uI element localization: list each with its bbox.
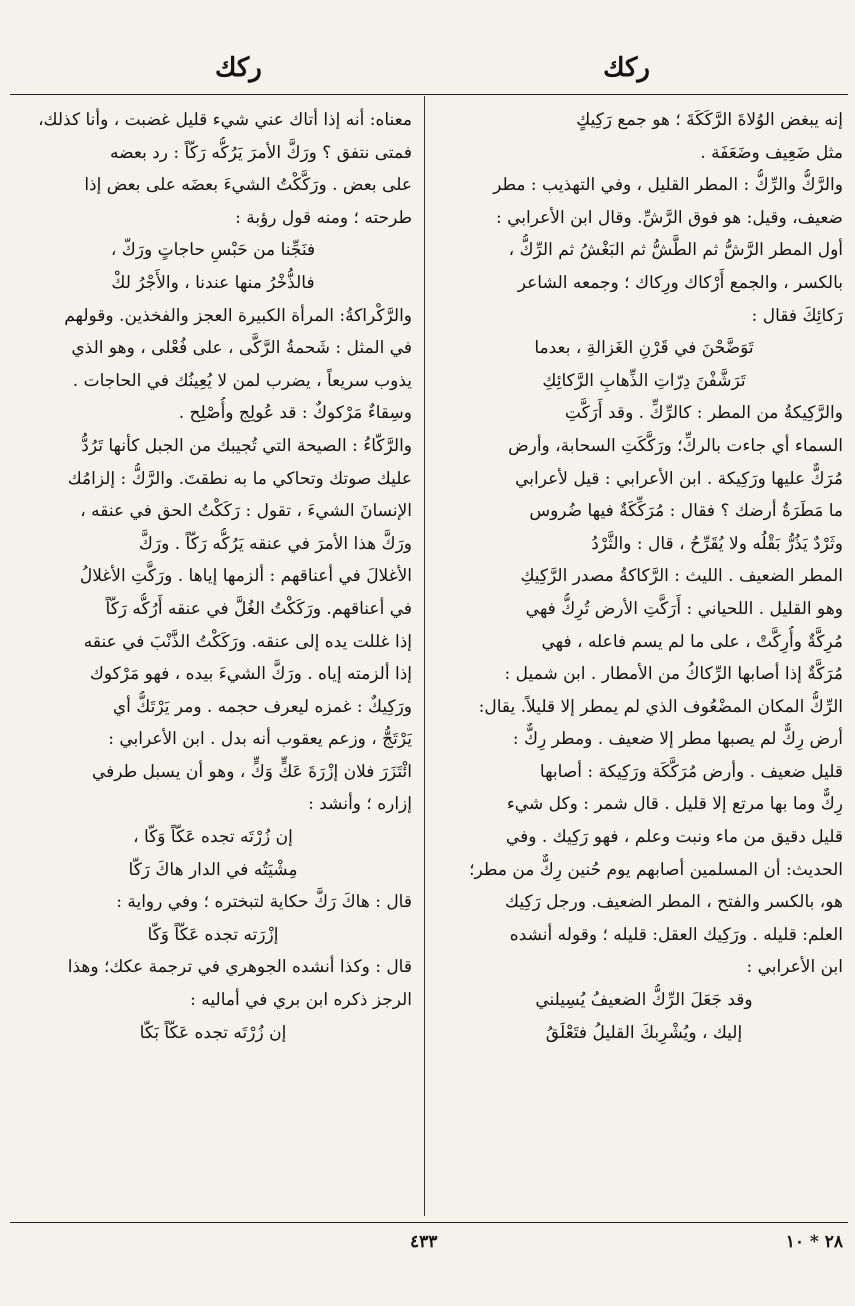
text-line: إزاره ؛ وأنشد :: [308, 794, 412, 815]
text-line: إذا غللت يده إلى عنقه. ورَكَكْتُ الذَّنْبَ في عنقه: [83, 631, 412, 652]
text-line: عليك صوتك وتحاكي ما به نطقتَ. والرَّكُّ : إلزامُك: [67, 468, 412, 489]
text-line: وهو القليل . اللحياني : أَرَكَّتِ الأرض تُرِكُّ فهي: [525, 598, 843, 619]
text-line: قال : وكذا أنشده الجوهري في ترجمة عكك؛ وهذا: [67, 957, 412, 978]
page-header: [0, 48, 855, 88]
left-column-headword: ركك: [215, 53, 262, 83]
right-column-headword: ركك: [603, 53, 650, 83]
text-line: العلم: قليله . ورَكِيك العقل: قليله ؛ وقوله أنشده: [509, 924, 843, 945]
text-line: الحديث: أن المسلمين أصابهم يوم حُنين رِكٌّ من مطر؛: [469, 859, 843, 880]
text-line: ضعيف، وقيل: هو فوق الرَّشِّ. وقال ابن الأعرابي :: [496, 207, 843, 228]
text-line: الإنسانَ الشيءَ ، تقول : رَكَكْتُ الحق في عنقه ،: [80, 501, 412, 522]
page-number: ٤٣٣: [410, 1232, 438, 1252]
text-line: ورَكَّ هذا الأمرَ في عنقه يَرُكُّه رَكّاً . ورَكَّ: [138, 533, 412, 554]
text-line: في المثل : شَحمةُ الرَّكَّى ، على فُعْلى ، وهو الذي: [71, 338, 412, 359]
text-line: قليل دقيق من ماء ونبت وعلم ، فهو رَكِيك . وفي: [505, 827, 843, 848]
footer-rule: [10, 1222, 848, 1223]
verse-line: إزْرَته تجده عَكّاً وَكّا: [147, 924, 279, 945]
text-line: معناه: أنه إذا أتاك عني شيء قليل غضبت ، وأنا كذلك،: [38, 110, 412, 130]
text-line: المطر الضعيف . الليث : الرَّكاكةُ مصدر الرَّكِيكِ: [520, 566, 843, 587]
text-line: إنه يبغض الوُلاةَ الرَّكَكَةَ ؛ هو جمع رَكِيكٍ: [576, 110, 843, 130]
verse-line: تَرَشَّفْنَ دِرّاتِ الذِّهابِ الرَّكائِكِ: [542, 370, 746, 391]
text-line: قليل ضعيف . وأرض مُرَكَّكَة ورَكِيكة : أصابها: [539, 761, 843, 782]
text-line: مُرِكَّةٌ وأُرِكَّتْ ، على ما لم يسم فاعله ، فهي: [541, 631, 843, 652]
text-line: ورَكِيكٌ : غمزه ليعرف حجمه . ومر يَرْتَكُّ أي: [112, 696, 412, 717]
page-footer: [0, 1232, 855, 1262]
text-line: الأغلالَ في أعناقهم : ألزمها إياها . ورَكَّتِ الأغلالُ: [79, 566, 412, 587]
text-line: هو، بالكسر والفتح ، المطر الضعيف. ورجل رَكِيك: [505, 892, 843, 913]
text-line: أرض رِكٌّ لم يصبها مطر إلا ضعيف . ومطر رِكٌّ :: [512, 729, 843, 750]
verse-line: إن زُرْتَه تجده عَكّاً بَكّا: [139, 1022, 287, 1043]
left-column: [14, 104, 412, 1204]
right-column: [445, 104, 843, 1204]
text-line: بالكسر ، والجمع أَرْكاك ورِكاك ؛ وجمعه الشاعر: [517, 272, 843, 293]
text-line: الرِّكُّ المكان المضْعُوف الذي لم يمطر إلا قليلاً. يقال:: [478, 696, 843, 717]
column-divider: [424, 96, 425, 1216]
verse-line: إليك ، ويُشْرِبكَ القليلُ فتَعْلَقُ: [545, 1022, 743, 1043]
verse-line: تَوَضَّحْنَ في قَرْنِ الغَزالةِ ، بعدما: [534, 338, 754, 359]
text-line: ابن الأعرابي :: [746, 957, 843, 978]
text-line: يذوب سريعاً ، يضرب لمن لا يُعِينُك في الحاجات .: [72, 370, 412, 391]
text-line: والرَّكّاءُ : الصيحة التي تُجيبك من الجبل كأنها تَرُدُّ: [81, 435, 412, 456]
text-line: في أعناقهم. ورَكَكْتُ الغُلَّ في عنقه أَرُكُّه رَكّاً: [105, 598, 412, 619]
verse-line: فالذُّخْرُ منها عندنا ، والأَجْرُ لكْ: [111, 272, 315, 293]
text-line: مُرَكٌّ عليها ورَكِيكة . ابن الأعرابي : قيل لأعرابي: [515, 468, 843, 489]
text-line: مثل ضَعِيف وضَعَفَة .: [700, 142, 843, 163]
verse-line: وقد جَعَلَ الرِّكُّ الضعيفُ يُسِيلني: [535, 990, 753, 1011]
text-line: مُرَكَّةٌ إذا أصابها الرِّكاكُ من الأمطار . ابن شميل :: [504, 664, 843, 685]
text-line: ائْتَزَرَ فلان إزْرَةَ عَكٍّ وَكٍّ ، وهو أن يسبل طرفي: [91, 761, 412, 782]
text-line: ما مَطَرَةُ أرضك ؟ فقال : مُرَكِّكَةٌ فيها ضُروس: [529, 501, 843, 522]
verse-line: مِشْيَتُه في الدار هاكَ رَكّا: [128, 859, 298, 880]
text-line: الرجز ذكره ابن بري في أماليه :: [190, 990, 412, 1011]
verse-line: إن زُرْتَه تجده عَكّاً وَكّا ،: [133, 827, 293, 848]
text-line: وثَرْدٌ يَذُرُّ بَقْلُه ولا يُقَرِّحُ ، قال : والثَّرْدُ: [591, 533, 843, 554]
text-line: قال : هاكَ رَكَّ حكاية لتبختره ؛ وفي رواية :: [116, 892, 412, 913]
text-line: السماء أي جاءت بالركِّ؛ ورَكَّكَتِ السحابة، وأرض: [508, 435, 843, 456]
text-line: والرَّكِيكةُ من المطر : كالرِّكِّ . وقد أَرَكَّتِ: [564, 403, 843, 424]
text-line: رَكائِكَ فقال :: [751, 305, 843, 326]
text-line: فمتى نتفق ؟ ورَكَّ الأمرَ يَرُكُّه رَكّاً : رد بعضه: [110, 142, 412, 163]
text-line: وسِقاءٌ مَرْكوكٌ : قد عُولِج وأُصْلِح .: [178, 403, 412, 424]
text-line: رِكٌّ وما بها مرتع إلا قليل . قال شمر : وكل شيء: [506, 794, 843, 815]
text-line: على بعض . ورَكَّكْتُ الشيءَ بعضَه على بعض إذا: [84, 175, 412, 196]
text-line: والرَّكْراكةُ: المرأة الكبيرة العجز والفخذين. وقولهم: [64, 305, 412, 326]
text-line: والرَّكُّ والرِّكُّ : المطر القليل ، وفي التهذيب : مطر: [493, 175, 843, 196]
text-line: يَرْتَجُّ ، وزعم يعقوب أنه بدل . ابن الأعرابي :: [108, 729, 412, 750]
text-line: أول المطر الرَّشُّ ثم الطَّشُّ ثم البَغْشُ ثم الرِّكُّ ،: [508, 240, 843, 261]
text-line: إذا ألزمته إياه . ورَكَّ الشيءَ بيده ، فهو مَرْكوك: [89, 664, 412, 685]
header-rule: [10, 94, 848, 95]
signature-mark: ٢٨ * ١٠: [785, 1232, 843, 1252]
text-line: طرحته ؛ ومنه قول رؤبة :: [235, 207, 412, 228]
verse-line: فنَجِّنا من حَبْسِ حاجاتٍ ورَكّ ،: [110, 240, 316, 261]
